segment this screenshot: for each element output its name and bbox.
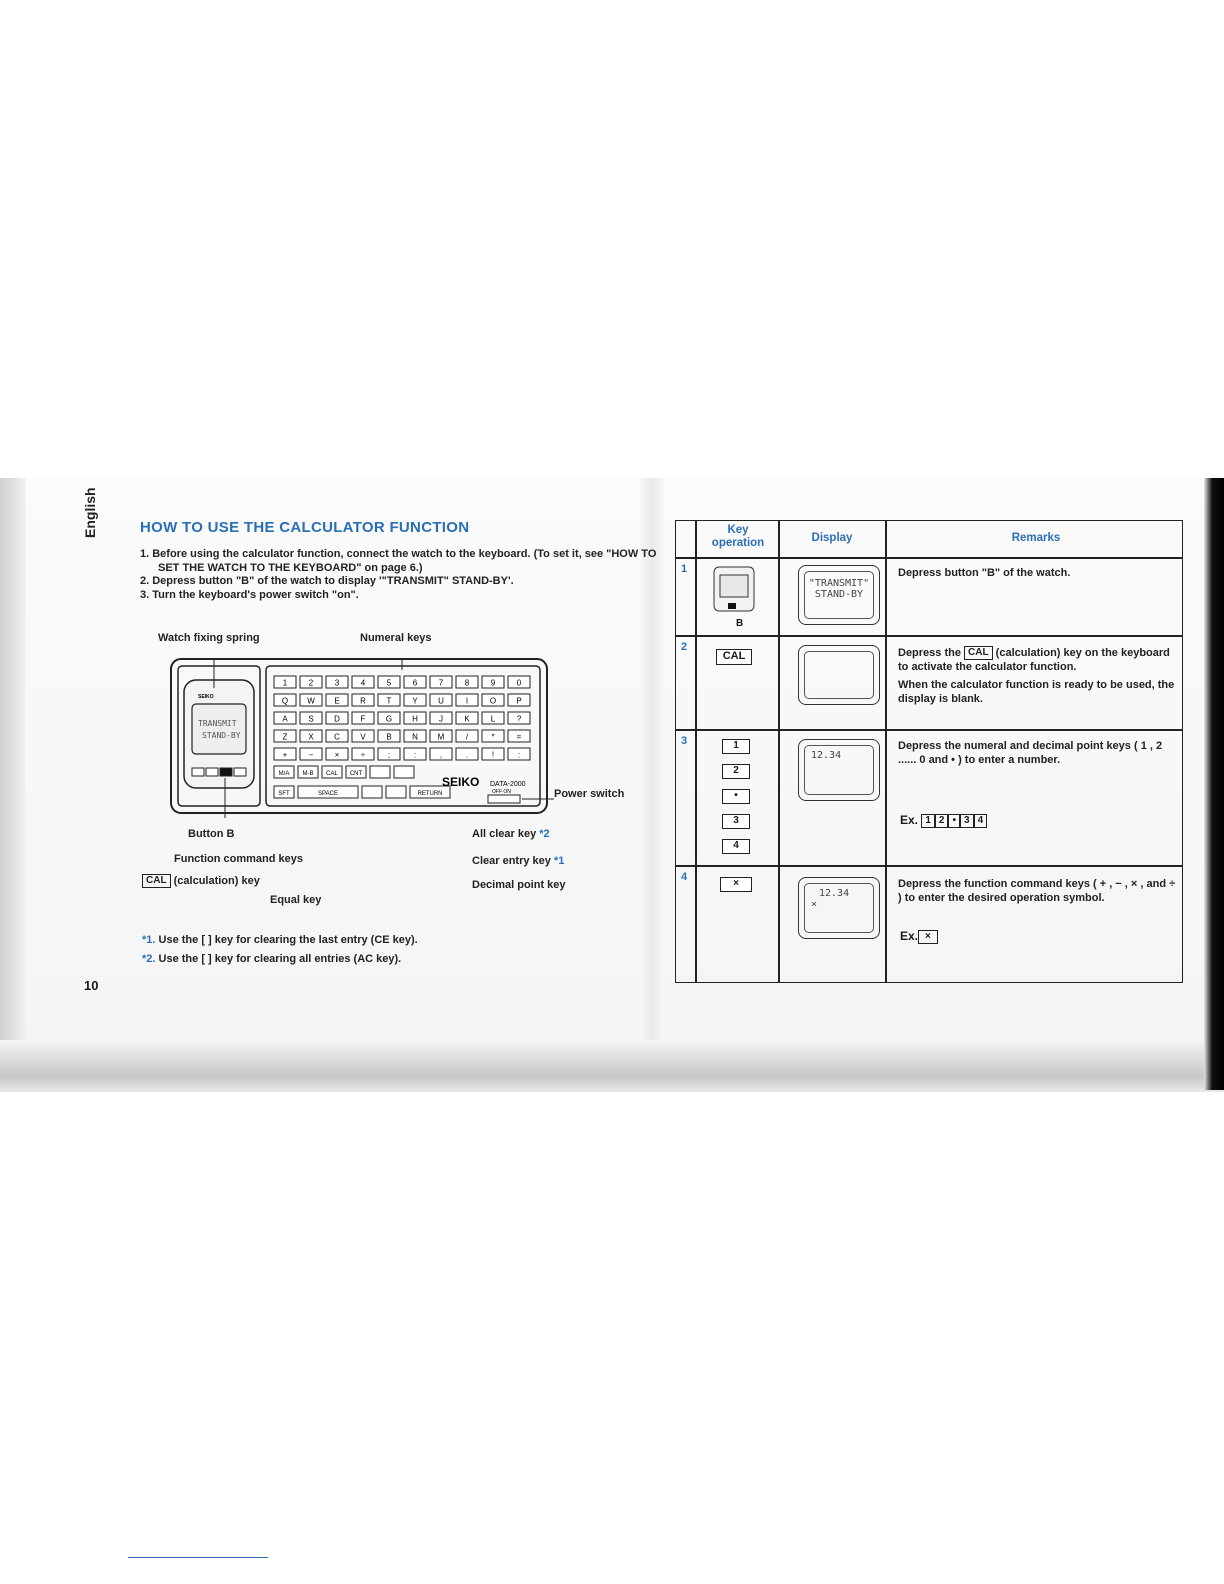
cal-key-text: (calculation) key <box>173 874 260 887</box>
keyboard-key-label: B <box>386 732 392 742</box>
keyboard-key-label: 7 <box>438 678 444 688</box>
keyboard-function-key <box>394 766 414 778</box>
keyboard-function-key-label: M/A <box>278 771 290 777</box>
row-3-key-4: 3 <box>722 814 750 829</box>
row-2-cal-key: CAL <box>716 649 752 665</box>
keyboard-key-label: − <box>308 750 314 760</box>
keyboard-key-label: A <box>282 714 288 724</box>
row-3-ex-key-5: 4 <box>974 814 988 828</box>
watch-screen-text-1: TRANSMIT <box>198 719 237 728</box>
footnote-1-text: Use the [ ] key for clearing the last entry (CE key). <box>158 934 418 946</box>
col-divider-2 <box>778 521 780 982</box>
row-4-ex-label: Ex. <box>900 929 919 943</box>
all-clear-text: All clear key <box>472 828 537 840</box>
keyboard-key-label: + <box>282 750 288 760</box>
footer-rule <box>128 1557 268 1558</box>
keyboard-key-label: 0 <box>516 678 522 688</box>
keyboard-bottom-key <box>362 786 382 798</box>
language-tab: English <box>82 487 98 538</box>
row-3-ex-key-1: 1 <box>921 814 935 828</box>
keyboard-key-label: F <box>360 714 366 724</box>
footnote-1-mark: *1. <box>142 934 156 946</box>
label-function-command-keys: Function command keys <box>174 853 303 865</box>
page-bottom-shadow <box>0 1040 1224 1092</box>
watch-button-3 <box>234 768 246 776</box>
clear-entry-text: Clear entry key <box>472 855 551 867</box>
row-divider-header <box>676 557 1182 559</box>
row-divider-1 <box>676 635 1182 637</box>
row-4-display <box>798 877 880 939</box>
label-power-switch: Power switch <box>554 788 625 800</box>
page-title: HOW TO USE THE CALCULATOR FUNCTION <box>140 519 470 536</box>
key-rows <box>274 676 530 798</box>
col-divider-3 <box>885 521 887 982</box>
keyboard-key-label: N <box>412 732 418 742</box>
keyboard-key-label: , <box>439 750 443 760</box>
row-3-ex-label: Ex. <box>900 813 919 827</box>
keyboard-key-label: = <box>516 732 522 742</box>
keyboard-key-label: X <box>308 732 314 742</box>
footnote-2 <box>142 953 401 965</box>
row-2-remark <box>898 646 1176 706</box>
row-1-watch <box>712 565 756 623</box>
step-1: 1. Before using the calculator function, connect the watch to the keyboard. (To set it, see "HOW TO SET THE WATCH TO THE KEYBOARD" on page 6.) <box>140 548 657 574</box>
row-divider-3 <box>676 865 1182 867</box>
watch-button-1 <box>192 768 204 776</box>
row-2-remark-key: CAL <box>964 646 993 660</box>
row-4-example <box>900 929 938 944</box>
keyboard-key-label: × <box>334 750 340 760</box>
keyboard-key-label: W <box>307 696 315 706</box>
keyboard-function-key-label: CAL <box>326 771 338 777</box>
keyboard-key-label: Z <box>282 732 288 742</box>
keyboard-key-label: ? <box>516 714 522 724</box>
row-3-example <box>900 813 987 828</box>
keyboard-key-label: * <box>491 732 495 742</box>
keyboard-key-label: K <box>464 714 470 724</box>
row-1-number: 1 <box>681 563 688 575</box>
switch-off-on: OFF ON <box>492 789 511 795</box>
row-3-key-1: 1 <box>722 739 750 754</box>
header-remarks: Remarks <box>1011 532 1061 544</box>
row-4-multiply-key: × <box>720 877 752 892</box>
footnote-1 <box>142 934 418 946</box>
row-4-display-symbol: × <box>811 899 818 910</box>
watch-button-b <box>220 768 232 776</box>
col-divider-1 <box>695 521 697 982</box>
row-3-ex-key-2: 2 <box>935 814 949 828</box>
watch-screen <box>192 704 246 754</box>
watch-button-2 <box>206 768 218 776</box>
keyboard-key-label: : <box>517 750 521 760</box>
keyboard-key-label: / <box>465 732 469 742</box>
row-4-number: 4 <box>681 871 688 883</box>
page-edge-right <box>1204 478 1224 1090</box>
operation-table <box>675 520 1183 983</box>
row-2-display-blank <box>804 651 874 699</box>
row-4-display-value: 12.34 <box>819 888 850 899</box>
row-2-remark-b: (calculation) key on the keyboard to activate the calculator function. <box>898 647 1170 674</box>
row-2-remark-2: When the calculator function is ready to be used, the display is blank. <box>898 679 1175 706</box>
label-all-clear-key <box>472 828 550 840</box>
page-number: 10 <box>84 978 99 993</box>
keyboard-key-label: J <box>439 714 443 724</box>
keyboard-key-label: L <box>490 714 496 724</box>
row-2-remark-a: Depress the <box>898 647 961 659</box>
row-1-display <box>798 565 880 625</box>
keyboard-key-label: U <box>438 696 444 706</box>
keyboard-function-key-label: M-B <box>302 771 314 777</box>
label-decimal-point-key: Decimal point key <box>472 879 566 891</box>
keyboard-key-label: 2 <box>308 678 314 688</box>
row-3-key-3: • <box>722 789 750 804</box>
keyboard-function-key <box>370 766 390 778</box>
keyboard-key-label: 8 <box>464 678 470 688</box>
label-button-b: Button B <box>188 828 235 840</box>
keyboard-key-label: I <box>465 696 469 706</box>
keyboard-key-label: S <box>308 714 314 724</box>
footnote-2-text: Use the [ ] key for clearing all entries (AC key). <box>158 953 402 965</box>
keyboard-key-label: O <box>489 696 497 706</box>
keyboard-key-label: H <box>412 714 418 724</box>
keyboard-key-label: R <box>360 696 366 706</box>
keyboard-key-label: M <box>437 732 445 742</box>
row-3-ex-key-4: 3 <box>960 814 974 828</box>
watch-screen-text-2: STAND-BY <box>202 731 241 740</box>
keyboard-key-label: 6 <box>412 678 418 688</box>
label-watch-fixing-spring: Watch fixing spring <box>158 632 260 644</box>
keyboard-key-label: 3 <box>334 678 340 688</box>
keyboard-key-label: Q <box>281 696 289 706</box>
row-3-display-value: 12.34 <box>804 745 874 795</box>
keyboard-key-label: V <box>360 732 366 742</box>
step-3: 3. Turn the keyboard's power switch "on". <box>140 588 359 601</box>
row-4-display-inner <box>804 883 874 933</box>
keyboard-key-label: T <box>386 696 392 706</box>
label-equal-key: Equal key <box>270 894 322 906</box>
keyboard-key-label: ! <box>491 750 495 760</box>
row-1-remark: Depress button "B" of the watch. <box>898 567 1071 579</box>
keyboard-key-label: E <box>334 696 340 706</box>
step-2: 2. Depress button "B" of the watch to display '"TRANSMIT" STAND-BY'. <box>140 575 514 587</box>
keyboard-key-label: C <box>334 732 340 742</box>
row-2-display <box>798 645 880 705</box>
keyboard-model: DATA-2000 <box>490 781 526 788</box>
keyboard-brand: SEIKO <box>442 775 480 789</box>
row-3-display <box>798 739 880 801</box>
keyboard-key-label: 1 <box>282 678 288 688</box>
row-3-remark: Depress the numeral and decimal point keys ( 1 , 2 ...... 0 and • ) to enter a number. <box>898 740 1163 766</box>
header-key-operation: Key operation <box>711 524 765 549</box>
header-display: Display <box>811 532 853 544</box>
keyboard-key-label: ; <box>387 750 391 760</box>
instruction-steps <box>140 548 660 602</box>
keyboard-diagram <box>170 658 610 818</box>
row-4-remark: Depress the function command keys ( + , − , × , and ÷ ) to enter the desired operation symbol. <box>898 878 1176 904</box>
label-cal-key <box>142 874 260 888</box>
row-1-display-text: "TRANSMIT" STAND-BY <box>804 571 874 619</box>
label-numeral-keys: Numeral keys <box>360 632 432 644</box>
row-4-ex-key: × <box>918 930 938 944</box>
keyboard-bottom-key <box>386 786 406 798</box>
keyboard-bottom-key-label: SPACE <box>318 791 338 797</box>
keyboard-function-key-label: CNT <box>349 771 363 777</box>
row-3-ex-key-3: • <box>948 814 960 828</box>
keyboard-key-label: P <box>516 696 522 706</box>
keyboard-bottom-key-label: RETURN <box>417 791 443 797</box>
keyboard-key-label: D <box>334 714 340 724</box>
row-2-number: 2 <box>681 641 688 653</box>
keyboard-key-label: ÷ <box>360 750 366 760</box>
keyboard-key-label: 5 <box>386 678 392 688</box>
keyboard-key-label: G <box>385 714 393 724</box>
keyboard-bottom-key-label: SFT <box>278 791 290 797</box>
watch-brand: SEIKO <box>198 694 214 700</box>
keyboard-key-label: : <box>413 750 417 760</box>
row-3-key-2: 2 <box>722 764 750 779</box>
keyboard-key-label: 9 <box>490 678 496 688</box>
footnote-2-mark: *2. <box>142 953 156 965</box>
page-edge-left <box>0 478 26 1090</box>
row-divider-2 <box>676 729 1182 731</box>
power-switch <box>488 795 520 803</box>
row-1-key-caption: B <box>736 618 744 629</box>
row-3-key-5: 4 <box>722 839 750 854</box>
clear-entry-mark: *1 <box>553 855 565 867</box>
keyboard-key-label: . <box>465 750 469 760</box>
label-clear-entry-key <box>472 855 564 867</box>
keyboard-key-label: 4 <box>360 678 366 688</box>
all-clear-mark: *2 <box>539 828 550 840</box>
row-3-number: 3 <box>681 735 688 747</box>
keyboard-key-label: Y <box>412 696 418 706</box>
cal-keycap: CAL <box>142 874 171 888</box>
